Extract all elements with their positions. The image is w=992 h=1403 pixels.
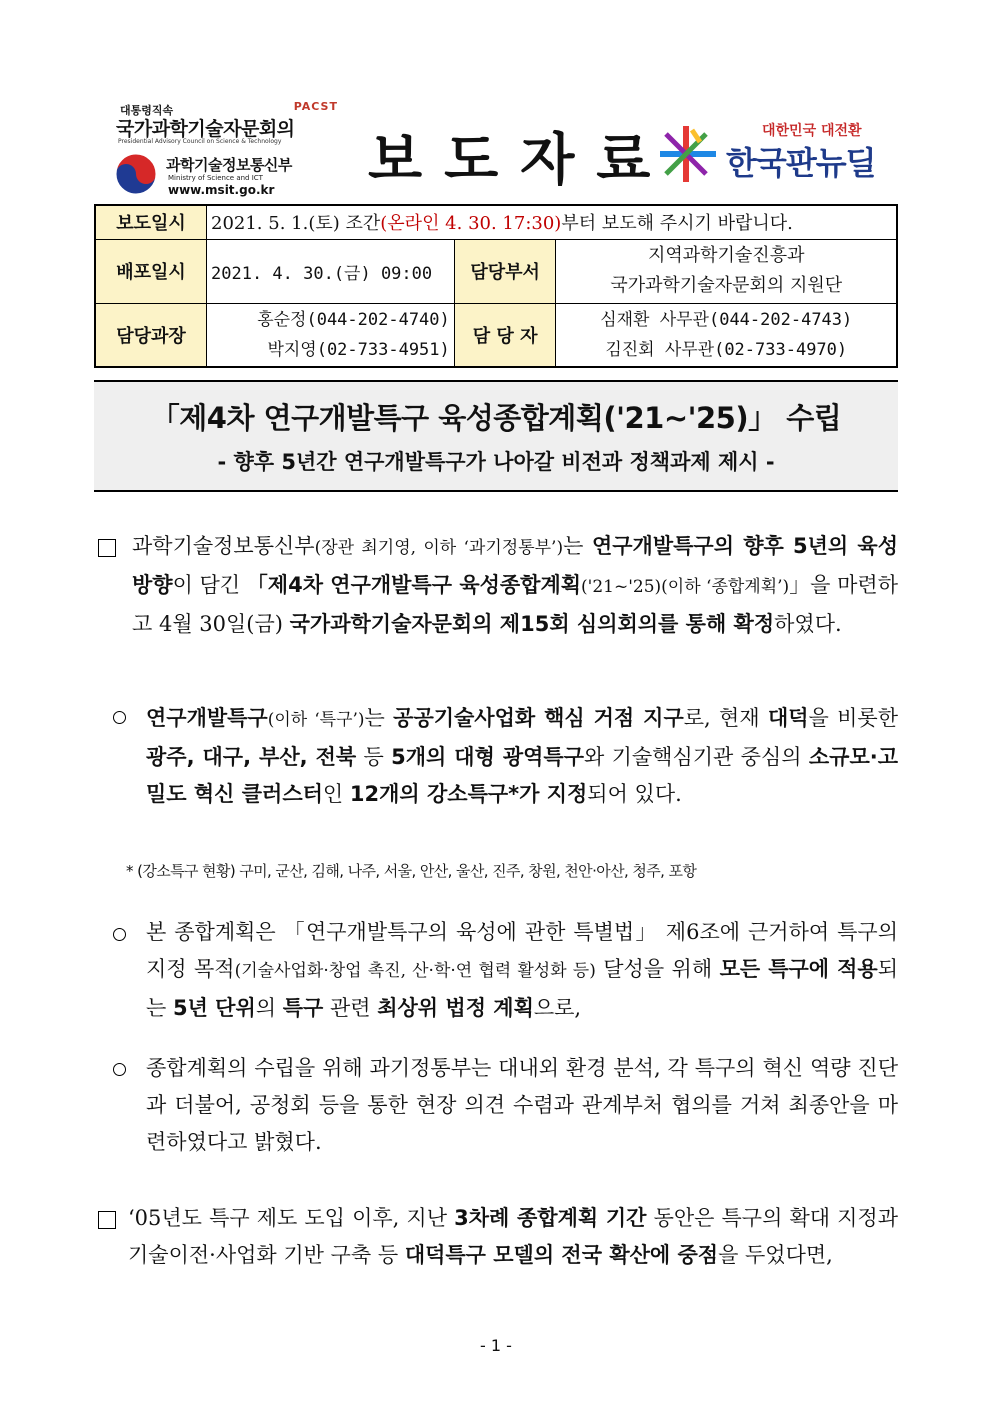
manager-2: 박지영(02-733-4951) xyxy=(267,339,450,360)
p5-t3: 을 두었다면, xyxy=(718,1243,833,1267)
department-value xyxy=(556,239,897,303)
pacst-msit-logo xyxy=(110,102,350,202)
headline-box xyxy=(94,380,898,492)
release-date-label: 보도일시 xyxy=(95,205,207,239)
p3-t7: 으로, xyxy=(533,996,582,1020)
ministry-name: 과학기술정보통신부 xyxy=(166,156,292,174)
department-label: 담당부서 xyxy=(454,239,556,303)
staff-2: 김진회 사무관(02-733-4970) xyxy=(605,339,848,360)
p2-t1: (이하 ‘특구’) xyxy=(267,710,365,730)
p1-t3: 는 xyxy=(563,534,592,558)
p2-t3: 로, 현재 xyxy=(683,706,768,730)
p2-b4: 광주, 대구, 부산, 전북 xyxy=(146,745,357,769)
p2-t8: 되어 있다. xyxy=(587,782,682,806)
p1-t4: 이 담긴 xyxy=(172,573,247,597)
manager-1: 홍순정(044-202-4740) xyxy=(257,309,450,330)
paragraph-3 xyxy=(146,914,898,1027)
p3-b4: 최상위 법정 계획 xyxy=(377,996,534,1020)
korean-new-deal-logo xyxy=(656,120,886,190)
staff-label: 담 당 자 xyxy=(454,303,556,367)
release-date-value xyxy=(207,205,898,239)
new-deal-name: 한국판뉴딜 xyxy=(726,144,876,182)
p2-t4: 을 비롯한 xyxy=(808,706,898,730)
p2-b5: 5개의 대형 광역특구 xyxy=(391,745,584,769)
press-release-title: 보도자료 xyxy=(368,127,673,193)
manager-value xyxy=(207,303,455,367)
p4-t1: 종합계획의 수립을 위해 과기정통부는 대내외 환경 분석, 각 특구의 혁신 역량 진단과 더불어, 공청회 등을 통한 현장 의견 수렴과 관계부처 협의를 거쳐 최종안을 마련하였다고 밝혔다. xyxy=(146,1056,898,1154)
p1-t5: ('21~'25)(이하 ‘종합계획’) xyxy=(581,577,790,597)
p1-t1: 과학기술정보통신부 xyxy=(132,534,315,558)
p2-t7: 인 xyxy=(322,782,350,806)
p1-t2: (장관 최기영, 이하 ‘과기정통부’) xyxy=(314,538,564,558)
p3-t5: 의 xyxy=(255,996,283,1020)
p1-t7: 하였다. xyxy=(774,612,842,636)
p3-t2: (기술사업화·창업 촉진, 산·학·연 협력 활성화 등) xyxy=(234,961,596,981)
p5-b2: 대덕특구 모델의 전국 확산에 중점 xyxy=(404,1243,719,1267)
paragraph-4 xyxy=(146,1050,898,1161)
department-2: 국가과학기술자문회의 지원단 xyxy=(610,275,843,296)
paragraph-5 xyxy=(128,1200,898,1274)
table-row xyxy=(95,303,897,367)
circle-bullet-icon xyxy=(113,928,126,941)
p2-b1: 연구개발특구 xyxy=(146,706,268,730)
paragraph-1 xyxy=(132,528,898,643)
manager-label: 담당과장 xyxy=(95,303,207,367)
p3-t3: 달성을 위해 xyxy=(595,957,720,981)
new-deal-star-icon xyxy=(656,122,720,186)
p3-b1: 모든 특구에 적용 xyxy=(719,957,878,981)
subheadline: - 향후 5년간 연구개발특구가 나아갈 비전과 정책과제 제시 - xyxy=(217,450,775,474)
new-deal-slogan: 대한민국 대전환 xyxy=(762,123,862,139)
square-bullet-icon xyxy=(98,539,116,557)
table-row xyxy=(95,239,897,303)
ministry-name-en: Ministry of Science and ICT xyxy=(168,174,263,182)
release-info-table xyxy=(94,204,898,368)
p3-b2: 5년 단위 xyxy=(172,996,256,1020)
paragraph-2 xyxy=(146,700,898,813)
ministry-url: www.msit.go.kr xyxy=(168,183,275,197)
department-1: 지역과학기술진흥과 xyxy=(647,245,805,266)
p2-b3: 대덕 xyxy=(767,706,809,730)
release-date-online: (온라인 4. 30. 17:30) xyxy=(380,213,562,235)
p2-t5: 등 xyxy=(356,745,392,769)
p1-b1: 연구개발특구의 향후 5년의 육성 방향 xyxy=(132,534,898,597)
taegeuk-emblem-icon xyxy=(114,152,158,196)
distribution-date-value: 2021. 4. 30.(금) 09:00 xyxy=(207,239,455,303)
logo-top-label: 대통령직속 xyxy=(120,104,174,117)
page-number: - 1 - xyxy=(480,1336,512,1355)
council-name-en: Presidential Advisory Council on Science & Technology xyxy=(118,138,282,145)
p5-t1: ‘05년도 특구 제도 도입 이후, 지난 xyxy=(128,1206,455,1230)
p3-t1: 본 종합계획은 「연구개발특구의 육성에 관한 특별법」 제6조에 근거하여 특구의 지정 목적 xyxy=(146,920,898,981)
staff-value xyxy=(556,303,897,367)
p2-b2: 공공기술사업화 핵심 거점 지구 xyxy=(393,706,684,730)
p3-t6: 관련 xyxy=(323,996,378,1020)
p1-b2: 「제4차 연구개발특구 육성종합계획 xyxy=(246,573,582,597)
p2-b7: 12개의 강소특구*가 지정 xyxy=(349,782,588,806)
square-bullet-icon xyxy=(98,1211,116,1229)
p5-t2: 동안은 특구의 확대 지정과 기술이전·사업화 기반 구축 등 xyxy=(128,1206,898,1267)
footnote-gangso-list: * (강소특구 현황) 구미, 군산, 김해, 나주, 서울, 안산, 울산, 진주, 창원, 천안·아산, 청주, 포항 xyxy=(126,862,697,880)
distribution-date-label: 배포일시 xyxy=(95,239,207,303)
p3-t4: 되는 xyxy=(146,957,898,1020)
headline: 「제4차 연구개발특구 육성종합계획('21~'25)」 수립 xyxy=(150,401,842,435)
pacst-label: PACST xyxy=(293,100,338,113)
p2-b6: 소규모·고밀도 혁신 클러스터 xyxy=(146,745,898,806)
staff-1: 심재환 사무관(044-202-4743) xyxy=(600,309,853,330)
p1-b3: 국가과학기술자문회의 제15회 심의회의를 통해 확정 xyxy=(289,612,775,636)
circle-bullet-icon xyxy=(113,1063,126,1076)
p3-b3: 특구 xyxy=(282,996,324,1020)
p1-t6: 」을 마련하고 4월 30일(금) xyxy=(132,573,899,636)
p5-b1: 3차례 종합계획 기간 xyxy=(454,1206,647,1230)
table-row xyxy=(95,205,897,239)
circle-bullet-icon xyxy=(113,711,126,724)
p2-t2: 는 xyxy=(364,706,394,730)
release-date-a: 2021. 5. 1.(토) 조간 xyxy=(211,213,381,235)
release-date-b: 부터 보도해 주시기 바랍니다. xyxy=(561,213,793,235)
p2-t6: 와 기술핵심기관 중심의 xyxy=(583,745,809,769)
council-name: 국가과학기술자문회의 xyxy=(116,118,295,140)
